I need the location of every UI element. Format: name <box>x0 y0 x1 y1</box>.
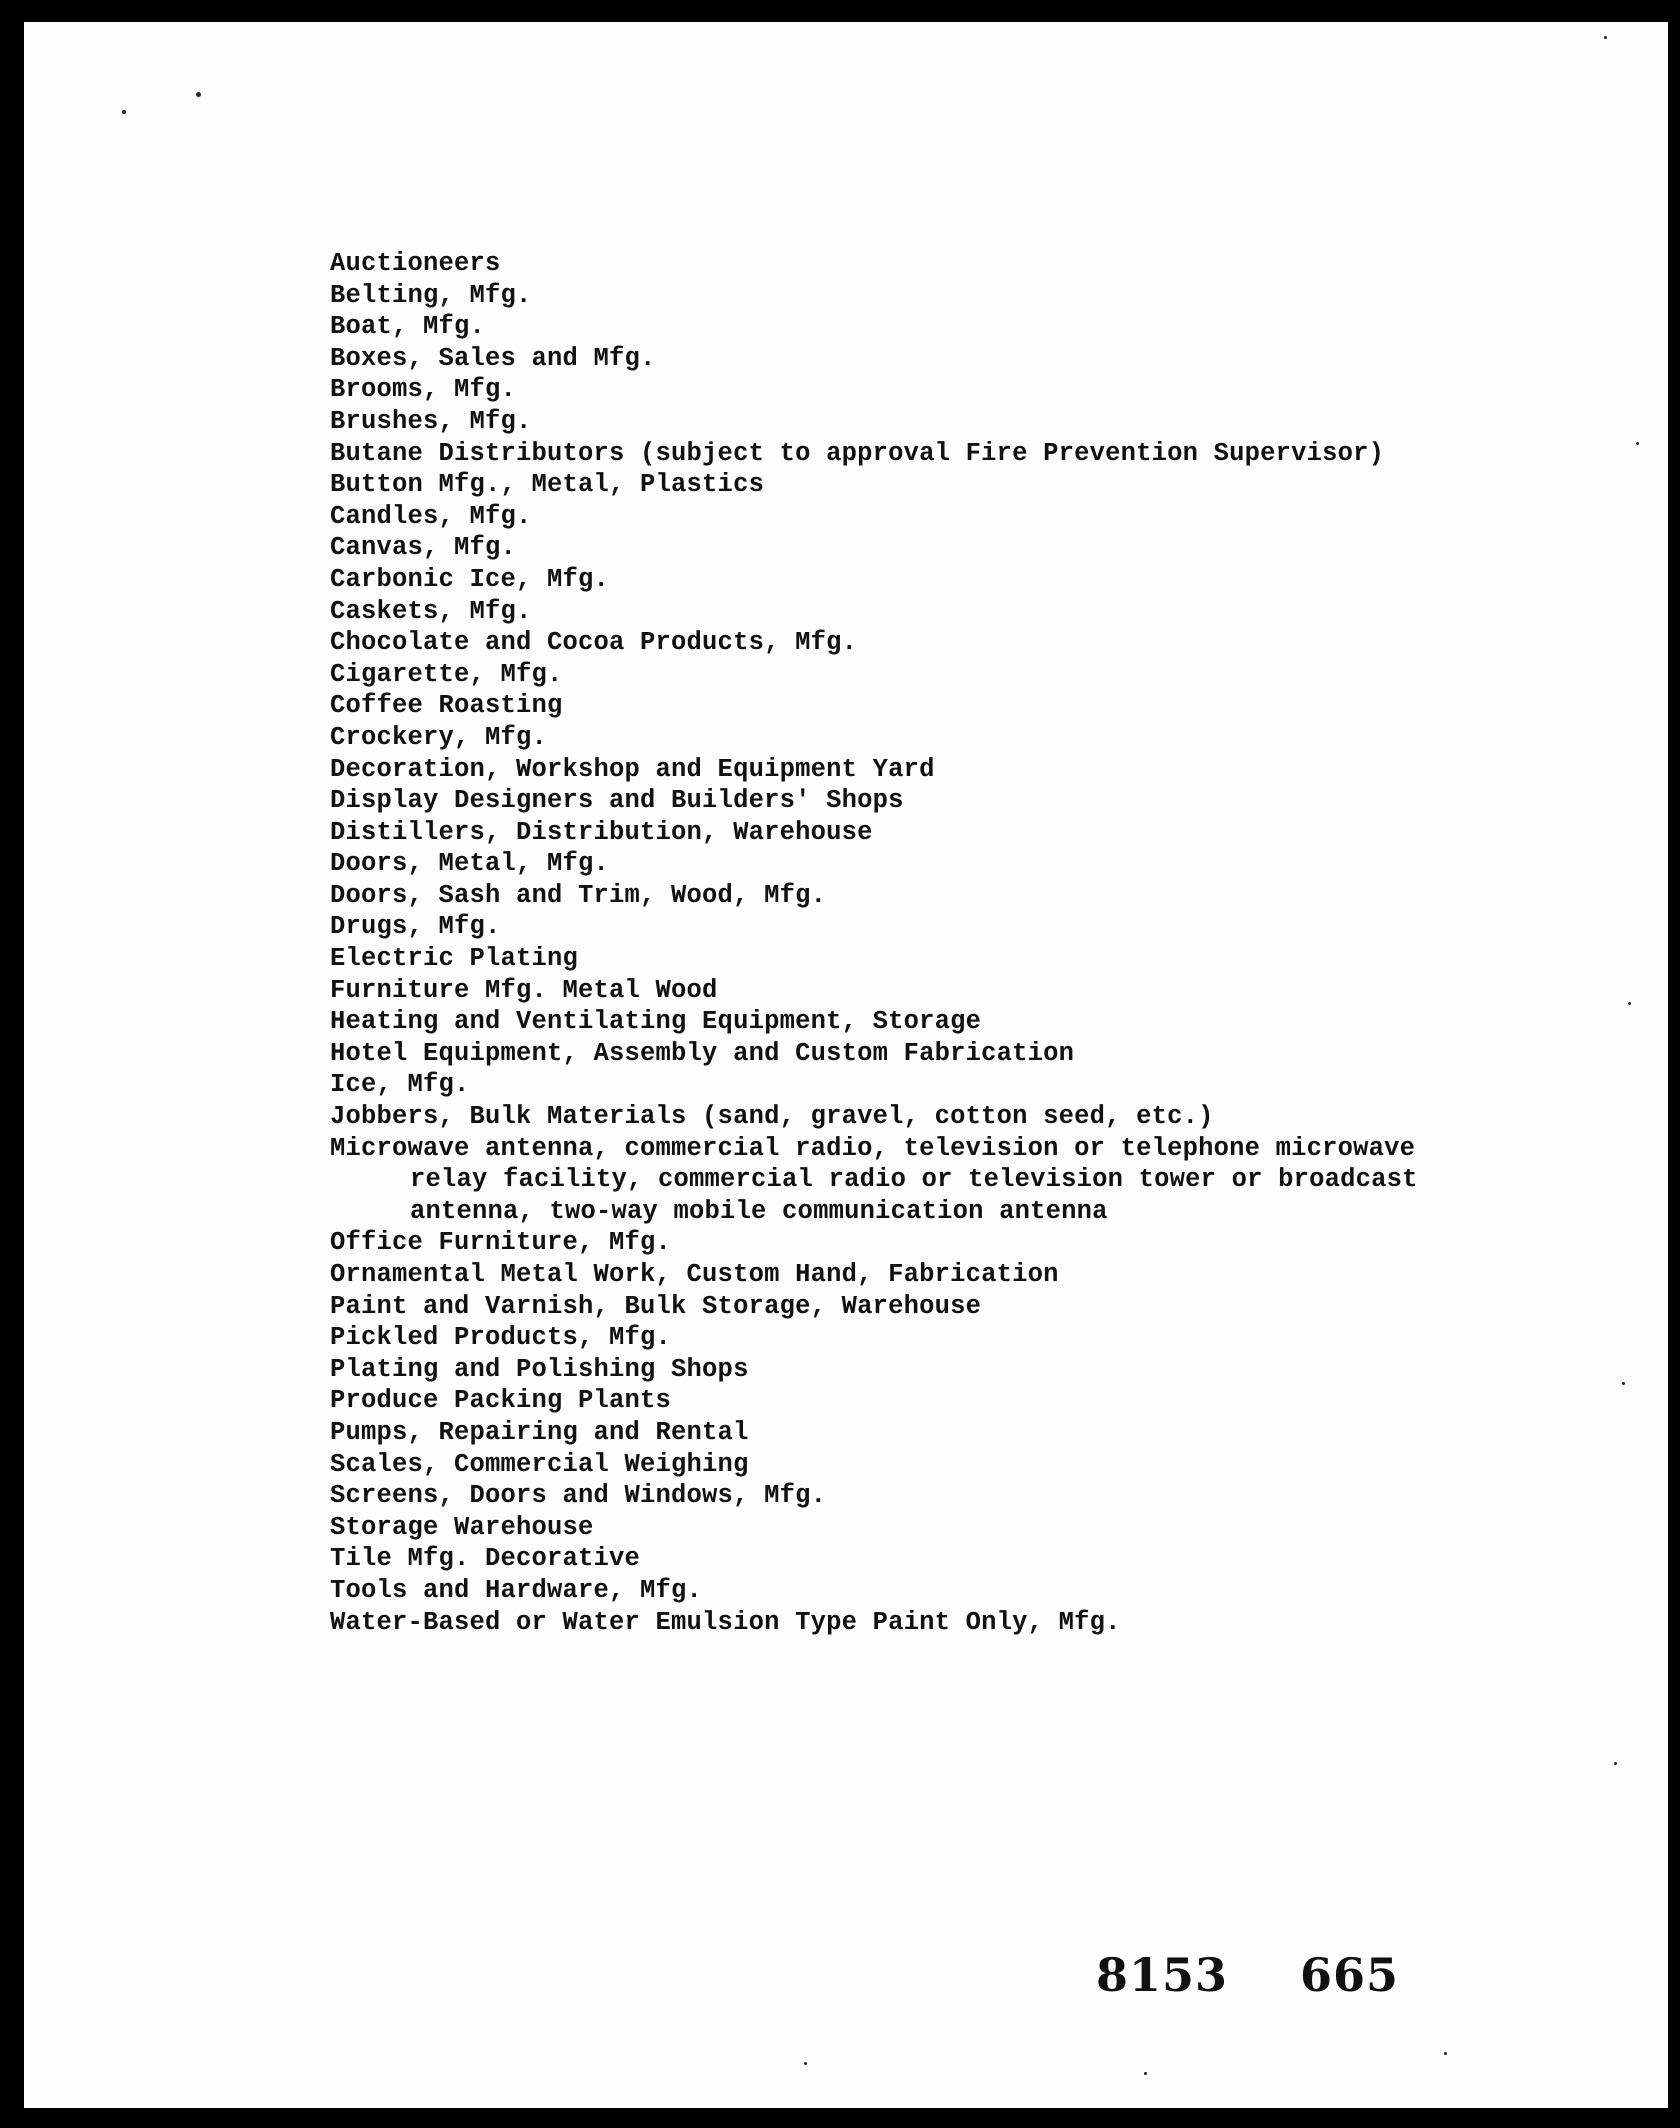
scan-speck <box>122 110 126 114</box>
list-item: Cigarette, Mfg. <box>330 659 563 689</box>
list-item: Ornamental Metal Work, Custom Hand, Fabrication <box>330 1260 1059 1289</box>
list-item: Pumps, Repairing and Rental <box>330 1417 749 1447</box>
scan-speck <box>1604 36 1607 39</box>
list-item: Boat, Mfg. <box>330 312 486 342</box>
scan-speck <box>1636 442 1639 445</box>
list-item: Crockery, Mfg. <box>330 722 548 752</box>
list-item: Tools and Hardware, Mfg. <box>330 1575 703 1605</box>
list-item-continuation: antenna, two-way mobile communication antenna <box>410 1196 1108 1226</box>
list-item: Office Furniture, Mfg. <box>330 1228 672 1258</box>
list-item: Butane Distributors (subject to approval Fire Prevention Supervisor) <box>330 438 1385 468</box>
list-item: Paint and Varnish, Bulk Storage, Warehouse <box>330 1291 982 1321</box>
scan-speck <box>1614 1762 1617 1765</box>
list-item: Distillers, Distribution, Warehouse <box>330 817 873 847</box>
list-item: Electric Plating <box>330 944 579 974</box>
list-item: Doors, Sash and Trim, Wood, Mfg. <box>330 880 827 910</box>
list-item: Storage Warehouse <box>330 1512 594 1542</box>
list-item: Doors, Metal, Mfg. <box>330 849 610 879</box>
list-item: Brushes, Mfg. <box>330 406 532 436</box>
list-item-multiline <box>330 1133 1530 1228</box>
list-item: Scales, Commercial Weighing <box>330 1449 749 1479</box>
list-item: Jobbers, Bulk Materials (sand, gravel, cotton seed, etc.) <box>330 1102 1214 1132</box>
list-item: Canvas, Mfg. <box>330 533 517 563</box>
scan-speck <box>1628 1002 1631 1005</box>
list-item: Caskets, Mfg. <box>330 596 532 626</box>
list-item-continuation: relay facility, commercial radio or television tower or broadcast <box>410 1165 1418 1195</box>
list-item: Hotel Equipment, Assembly and Custom Fabrication <box>330 1038 1075 1068</box>
scan-speck <box>804 2062 807 2065</box>
list-item: Carbonic Ice, Mfg. <box>330 564 610 594</box>
list-item: Pickled Products, Mfg. <box>330 1323 672 1353</box>
list-item: Heating and Ventilating Equipment, Storage <box>330 1007 982 1037</box>
scan-speck <box>1622 1382 1625 1385</box>
list-item-line: Microwave antenna, commercial radio, television or telephone microwave <box>330 1133 1416 1163</box>
list-item: Boxes, Sales and Mfg. <box>330 343 656 373</box>
list-item: Water-Based or Water Emulsion Type Paint Only, Mfg. <box>330 1607 1121 1637</box>
list-item: Tile Mfg. Decorative <box>330 1544 641 1574</box>
list-item: Decoration, Workshop and Equipment Yard <box>330 754 935 784</box>
list-item: Display Designers and Builders' Shops <box>330 786 904 816</box>
list-item: Brooms, Mfg. <box>330 375 517 405</box>
page-number-left: 8153 <box>1096 1948 1229 2002</box>
list-item: Button Mfg., Metal, Plastics <box>330 470 765 500</box>
list-item: Coffee Roasting <box>330 691 563 721</box>
list-item: Candles, Mfg. <box>330 501 532 531</box>
list-item: Chocolate and Cocoa Products, Mfg. <box>330 628 858 658</box>
scan-speck <box>1144 2072 1147 2075</box>
business-list <box>330 248 1530 1638</box>
list-item: Screens, Doors and Windows, Mfg. <box>330 1481 827 1511</box>
list-item: Drugs, Mfg. <box>330 912 501 942</box>
list-item: Belting, Mfg. <box>330 280 532 310</box>
list-item: Ice, Mfg. <box>330 1070 470 1100</box>
scan-speck <box>1444 2052 1447 2055</box>
list-item: Plating and Polishing Shops <box>330 1354 749 1384</box>
document-page <box>24 22 1668 2108</box>
scan-speck <box>196 92 201 97</box>
list-item: Produce Packing Plants <box>330 1386 672 1416</box>
list-item: Furniture Mfg. Metal Wood <box>330 975 718 1005</box>
page-number-right: 665 <box>1300 1948 1400 2002</box>
list-item: Auctioneers <box>330 249 501 278</box>
